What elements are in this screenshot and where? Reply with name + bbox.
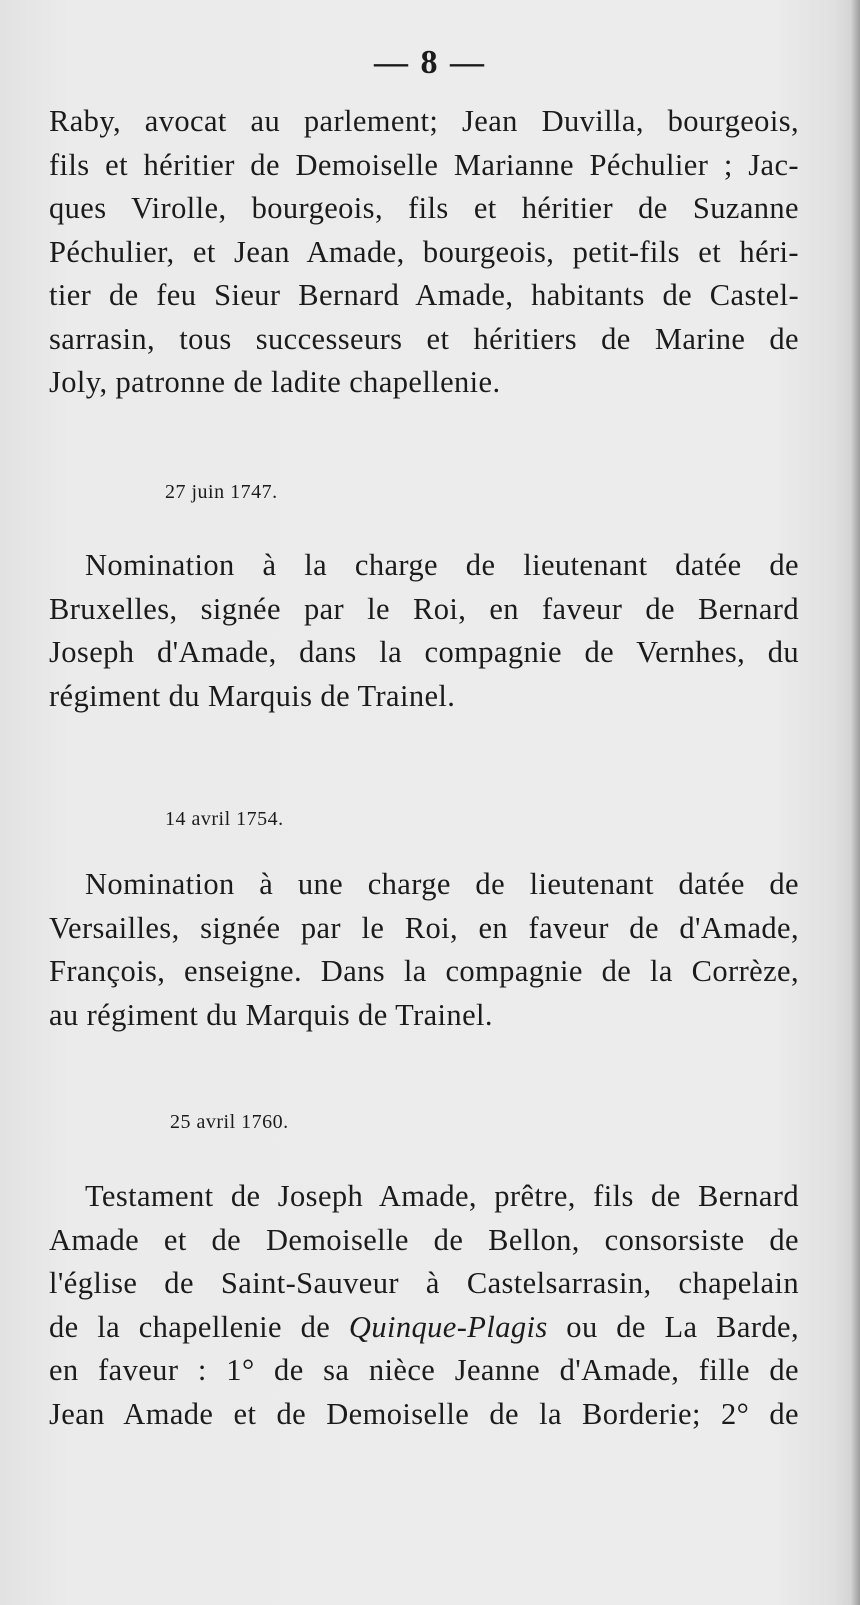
text-line: Nomination à une charge de lieutenant datée de — [85, 867, 799, 901]
text-line: Nomination à la charge de lieutenant datée de — [85, 548, 799, 582]
entry-paragraph — [49, 863, 799, 1037]
text-line: fils et héritier de Demoiselle Marianne Péchulier ; Jac- — [49, 147, 799, 182]
text-line: Amade et de Demoiselle de Bellon, consorsiste de — [49, 1222, 799, 1257]
text-line: sarrasin, tous successeurs et héritiers de Marine de — [49, 321, 799, 356]
text-line: François, enseigne. Dans la compagnie de la Corrèze, — [49, 954, 799, 988]
text-line: régiment du Marquis de Trainel. — [49, 678, 456, 713]
text-line: Raby, avocat au parlement; Jean Duvilla, bourgeois, — [49, 104, 799, 138]
text-segment: ou de La Barde, — [547, 1309, 799, 1344]
text-line — [49, 1306, 799, 1350]
page-edge-shadow — [850, 0, 860, 1605]
entry-paragraph — [49, 544, 799, 718]
text-line: Joseph d'Amade, dans la compagnie de Vernhes, du — [49, 635, 799, 669]
entry-paragraph — [49, 1175, 799, 1436]
text-line: Versailles, signée par le Roi, en faveur de d'Amade, — [49, 910, 799, 945]
entry-date: 25 avril 1760. — [170, 1111, 289, 1133]
text-line: Jean Amade et de Demoiselle de la Borderie; 2° de — [49, 1396, 799, 1431]
text-segment: de la chapellenie de — [49, 1309, 349, 1344]
text-line: Péchulier, et Jean Amade, bourgeois, petit-fils et héri- — [49, 234, 799, 269]
text-line: au régiment du Marquis de Trainel. — [49, 997, 493, 1032]
text-line: Testament de Joseph Amade, prêtre, fils de Bernard — [85, 1179, 799, 1213]
italic-title: Quinque-Plagis — [348, 1309, 548, 1344]
text-line: l'église de Saint-Sauveur à Castelsarrasin, chapelain — [49, 1266, 799, 1300]
text-line: ques Virolle, bourgeois, fils et héritier de Suzanne — [49, 191, 799, 225]
text-line: en faveur : 1° de sa nièce Jeanne d'Amade, fille de — [49, 1353, 799, 1387]
entry-date: 27 juin 1747. — [165, 481, 278, 503]
continuation-paragraph — [49, 100, 799, 405]
text-line: tier de feu Sieur Bernard Amade, habitants de Castel- — [49, 278, 799, 312]
text-line: Bruxelles, signée par le Roi, en faveur de Bernard — [49, 591, 799, 626]
entry-date: 14 avril 1754. — [165, 808, 284, 830]
page-number: — 8 — — [374, 44, 486, 81]
text-line: Joly, patronne de ladite chapellenie. — [49, 365, 501, 399]
